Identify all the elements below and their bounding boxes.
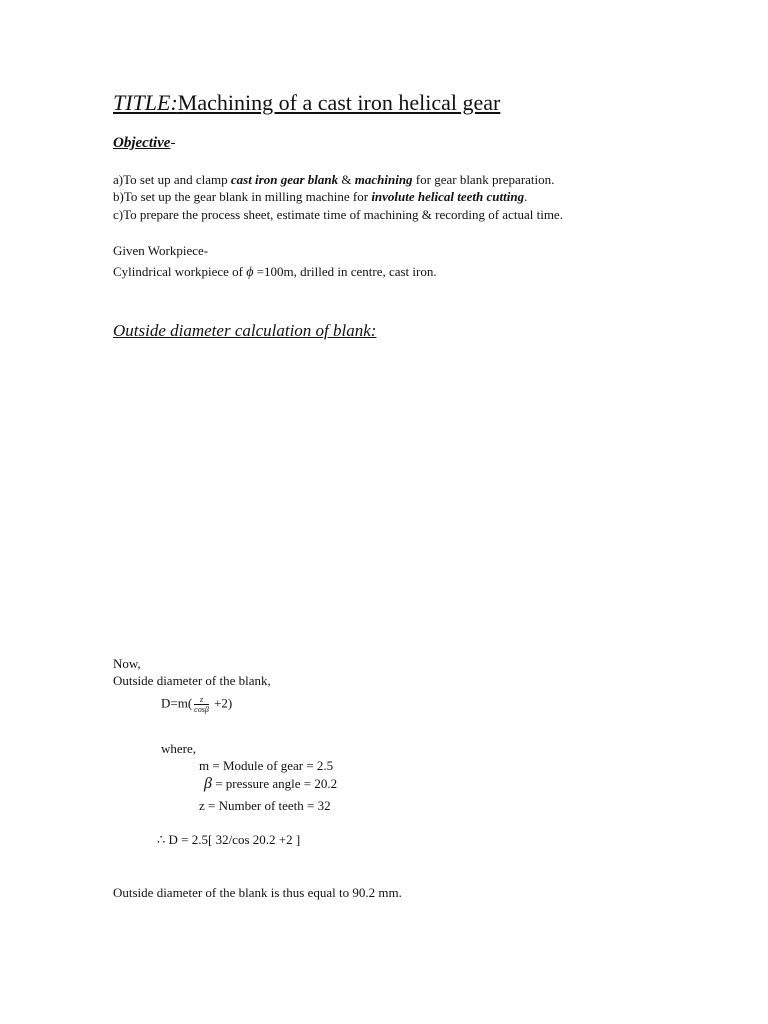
workpiece-description (113, 264, 437, 281)
now-text: Now, (113, 656, 141, 671)
calc-intro: Outside diameter of the blank, (113, 673, 271, 688)
objective-item-a (113, 172, 554, 188)
title-lead: TITLE: (113, 90, 178, 115)
objective-b-text: b)To set up the gear blank in milling machine for (113, 189, 372, 204)
formula-fraction (194, 695, 209, 714)
formula-post: +2) (210, 695, 233, 711)
title-text: Machining of a cast iron helical gear (177, 90, 501, 115)
workpiece-text-end: =100m, drilled in centre, cast iron. (253, 264, 437, 279)
teeth-line: z = Number of teeth = 32 (199, 798, 331, 813)
objective-a-end: for gear blank preparation. (412, 172, 555, 187)
where-text: where, (161, 741, 197, 756)
page-title (113, 90, 500, 116)
objective-suffix: - (170, 135, 176, 151)
objective-item-c: c)To prepare the process sheet, estimate time of machining & recording of actual time. (113, 207, 563, 222)
result-line: Outside diameter of the blank is thus equal to 90.2 mm. (113, 885, 402, 900)
formula (161, 695, 232, 714)
objective-a-bold-2: machining (354, 172, 413, 187)
objective-a-mid: & (338, 172, 355, 187)
therefore-line: ∴ D = 2.5[ 32/cos 20.2 +2 ] (157, 832, 301, 847)
workpiece-heading: Given Workpiece- (113, 243, 209, 258)
beta-symbol: β (204, 775, 212, 792)
objective-a-bold-1: cast iron gear blank (230, 172, 339, 187)
formula-pre: D=m( (161, 695, 193, 711)
objective-item-b (113, 189, 527, 205)
objective-heading (113, 135, 175, 152)
objective-b-bold: involute helical teeth cutting (371, 189, 525, 204)
beta-line (204, 775, 337, 793)
fraction-numerator: z (194, 695, 209, 705)
phi-symbol: ϕ (246, 265, 254, 280)
objective-label: Objective (113, 135, 171, 151)
section-heading: Outside diameter calculation of blank: (113, 321, 377, 340)
objective-a-text: a)To set up and clamp (113, 172, 231, 187)
objective-b-end: . (524, 189, 528, 204)
module-line: m = Module of gear = 2.5 (199, 758, 334, 773)
fraction-denominator: cosβ (194, 705, 209, 714)
beta-text: = pressure angle = 20.2 (211, 776, 338, 791)
workpiece-text: Cylindrical workpiece of (113, 264, 247, 279)
